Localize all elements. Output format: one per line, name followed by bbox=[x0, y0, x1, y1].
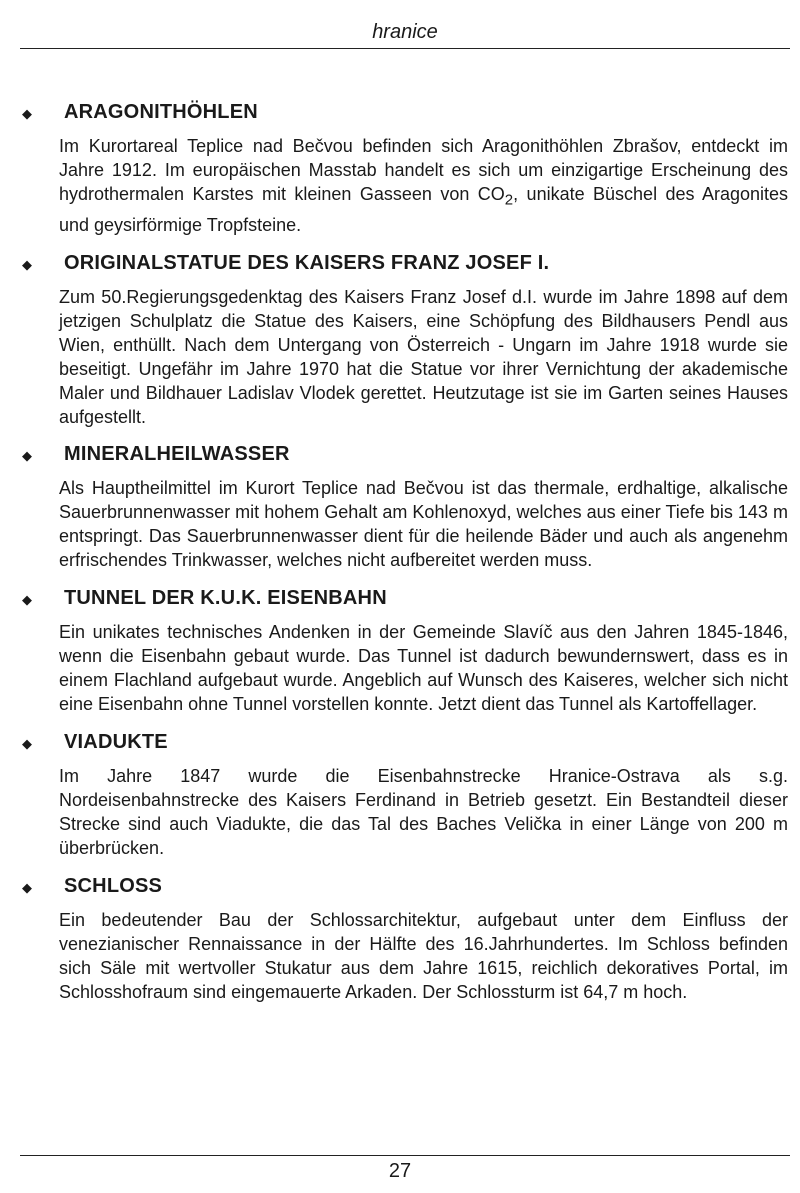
subscript-text: 2 bbox=[504, 191, 514, 209]
paragraph-text: Im Kurortareal Teplice nad Bečvou befinden sich Aragonithöhlen Zbrašov, entdeckt im Jahre 1912. Im europäischen Masstab handelt es sich um einzigartige Erscheinung des hydrothermalen Karstes mit kleinen Gasseen von CO bbox=[59, 136, 788, 204]
page-number: 27 bbox=[388, 1160, 412, 1182]
diamond-bullet-icon: ◆ bbox=[22, 879, 32, 895]
section-heading: MINERALHEILWASSER bbox=[64, 442, 290, 465]
section-heading-row bbox=[18, 874, 788, 908]
section-viadukte bbox=[18, 730, 788, 860]
section-paragraph: Ein bedeutender Bau der Schlossarchitektur, aufgebaut unter dem Einfluss der venezianischer Rennaissance in der Hälfte des 16.Jahrhundertes. Im Schloss befinden sich Säle mit wertvoller Stukatur aus dem Jahre 1615, reichlich dekoratives Portal, im Schlosshofraum sind eingemauerte Arkaden. Der Schlossturm ist 64,7 m hoch. bbox=[59, 909, 788, 1002]
section-mineralheilwasser bbox=[18, 442, 788, 572]
section-paragraph: Als Hauptheilmittel im Kurort Teplice nad Bečvou ist das thermale, erdhaltige, alkalische Sauerbrunnenwasser mit hohem Gehalt am Kohlenoxyd, welches aus einer Tiefe bis 143 m entspringt. Das Sauerbrunnenwasser dient für die heilende Bäder und auch als angenehm erfrischendes Trinkwasser, welches nicht aufbereitet werden muss. bbox=[59, 477, 788, 570]
section-tunnel bbox=[18, 586, 788, 716]
section-aragonithoehlen bbox=[18, 100, 788, 237]
section-paragraph: Zum 50.Regierungsgedenktag des Kaisers Franz Josef d.I. wurde im Jahre 1898 auf dem jetzigen Schulplatz die Statue des Kaisers, eine Schöpfung des Bildhausers Pendl aus Wien, enthüllt. Nach dem Untergang von Österreich - Ungarn im Jahre 1918 wurde sie beseitigt. Ungefähr im Jahre 1970 hat die Statue vor ihrer Vernichtung der akademische Maler und Bildhauer Ladislav Vlodek gerettet. Heutzutage ist sie im Garten seines Hauses aufgestellt. bbox=[59, 286, 788, 427]
section-heading-row bbox=[18, 586, 788, 620]
paragraph-text-continued: , unikate Büschel des Aragonites und geysirförmige Tropfsteine. bbox=[59, 184, 789, 235]
footer-divider bbox=[20, 1155, 790, 1156]
section-schloss bbox=[18, 874, 788, 1004]
page-content bbox=[18, 100, 788, 1020]
section-heading-row bbox=[18, 100, 788, 134]
diamond-bullet-icon: ◆ bbox=[22, 106, 32, 121]
section-originalstatue bbox=[18, 251, 788, 429]
section-heading: VIADUKTE bbox=[64, 730, 168, 753]
diamond-bullet-icon: ◆ bbox=[22, 447, 32, 463]
section-heading: TUNNEL DER K.U.K. EISENBAHN bbox=[64, 586, 387, 609]
section-heading-row bbox=[18, 442, 788, 476]
section-heading-row bbox=[18, 730, 788, 764]
section-heading: ARAGONITHÖHLEN bbox=[64, 101, 258, 123]
section-heading: ORIGINALSTATUE DES KAISERS FRANZ JOSEF I. bbox=[64, 251, 550, 274]
diamond-bullet-icon: ◆ bbox=[22, 256, 32, 272]
header-title: hranice bbox=[372, 21, 438, 43]
section-heading-row bbox=[18, 251, 788, 285]
page-header bbox=[20, 20, 790, 49]
diamond-bullet-icon: ◆ bbox=[22, 591, 32, 607]
section-heading: SCHLOSS bbox=[64, 874, 163, 897]
section-paragraph bbox=[59, 134, 788, 237]
section-paragraph: Im Jahre 1847 wurde die Eisenbahnstrecke Hranice-Ostrava als s.g. Nordeisenbahnstrecke des Kaisers Ferdinand in Betrieb gesetzt. Ein Bestandteil dieser Strecke sind auch Viadukte, die das Tal des Baches Velička in einer Länge von 200 m überbrücken. bbox=[59, 765, 788, 858]
section-paragraph: Ein unikates technisches Andenken in der Gemeinde Slavíč aus den Jahren 1845-1846, wenn die Eisenbahn gebaut wurde. Das Tunnel ist dadurch bewundernswert, dass es in einem Flachland aufgebaut wurde. Angeblich auf Wunsch des Kaiseres, welcher sich nicht eine Eisenbahn ohne Tunnel vorstellen konnte. Jetzt dient das Tunnel als Kartoffellager. bbox=[59, 621, 788, 714]
diamond-bullet-icon: ◆ bbox=[22, 735, 32, 751]
